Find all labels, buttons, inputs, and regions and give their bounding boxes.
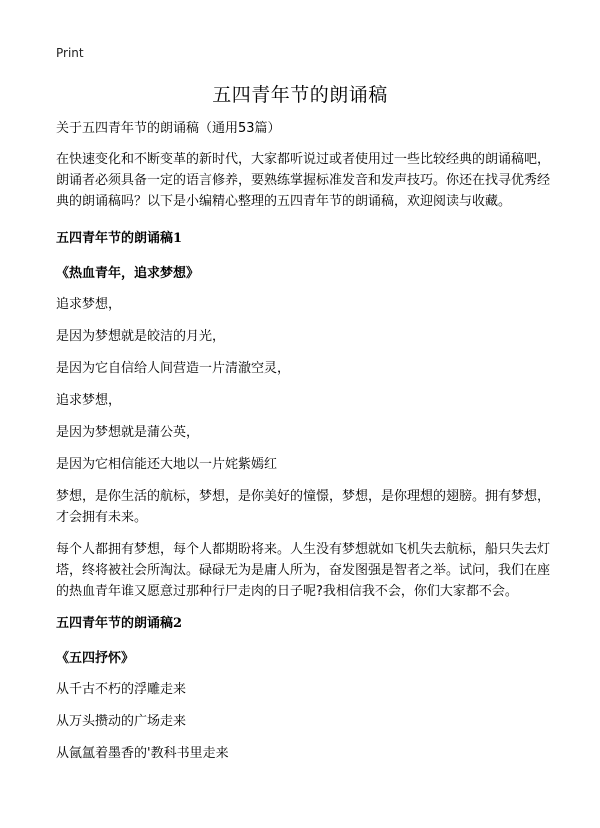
poem-line: 是因为它相信能还大地以一片姹紫嫣红 — [56, 457, 278, 472]
poem-line: 是因为它自信给人间营造一片清澈空灵， — [56, 361, 291, 376]
document-body — [56, 118, 550, 775]
section-heading-1: 五四青年节的朗诵稿1 — [56, 231, 183, 246]
print-link[interactable]: Print — [56, 46, 84, 60]
poem-line: 是因为梦想就是皎洁的月光， — [56, 329, 226, 344]
poem-line: 从万头攒动的广场走来 — [56, 714, 187, 729]
poem-title-2: 《五四抒怀》 — [56, 651, 135, 666]
body-paragraph: 梦想，是你生活的航标，梦想，是你美好的憧憬，梦想，是你理想的翅膀。拥有梦想，才会拥有未来。 — [56, 489, 551, 525]
poem-line: 是因为梦想就是蒲公英， — [56, 425, 200, 440]
body-paragraph: 每个人都拥有梦想，每个人都期盼将来。人生没有梦想就如飞机失去航标，船只失去灯塔，终将被社会所淘汰。碌碌无为是庸人所为，奋发图强是智者之举。试问，我们在座的热血青年谁又愿意过那种行尸走肉的日子呢?我相信我不会，你们大家都不会。 — [56, 542, 551, 599]
poem-line: 追求梦想， — [56, 297, 122, 312]
document-subtitle: 关于五四青年节的朗诵稿（通用53篇） — [56, 121, 281, 136]
poem-line: 从千古不朽的浮雕走来 — [56, 682, 187, 697]
section-heading-2: 五四青年节的朗诵稿2 — [56, 616, 183, 631]
page-title: 五四青年节的朗诵稿 — [212, 84, 388, 106]
intro-paragraph: 在快速变化和不断变革的新时代，大家都听说过或者使用过一些比较经典的朗诵稿吧，朗诵者必须具备一定的语言修养，要熟练掌握标准发音和发声技巧。你还在找寻优秀经典的朗诵稿吗？以下是小编精心整理的五四青年节的朗诵稿，欢迎阅读与收藏。 — [56, 152, 551, 209]
poem-line: 从氤氲着墨香的'教科书里走来 — [56, 746, 229, 761]
poem-line: 追求梦想， — [56, 393, 122, 408]
poem-title-1: 《热血青年，追求梦想》 — [56, 266, 200, 281]
